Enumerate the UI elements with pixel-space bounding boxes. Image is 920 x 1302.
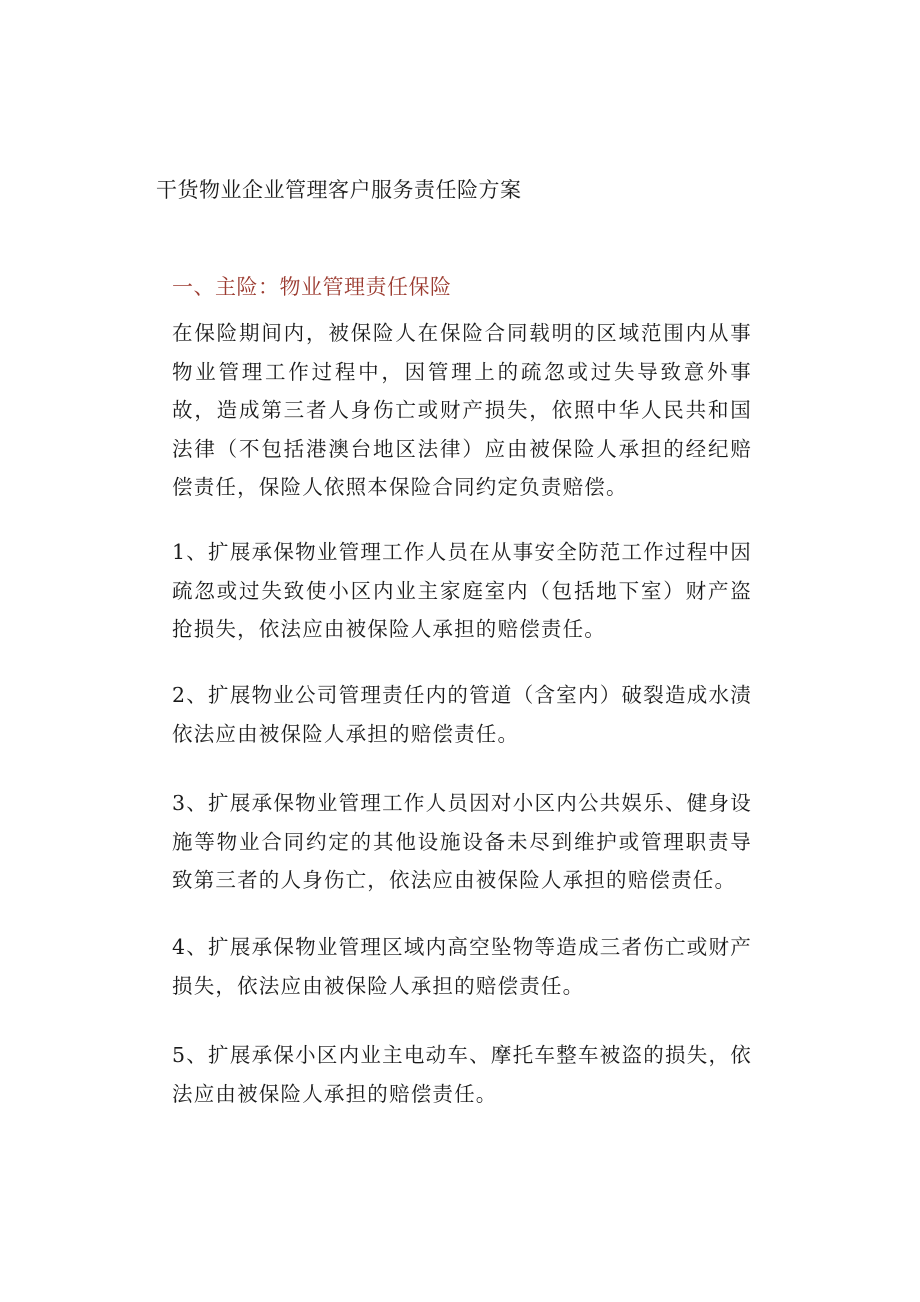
clause-paragraph-5: 5、扩展承保小区内业主电动车、摩托车整车被盗的损失，依法应由被保险人承担的赔偿责任。 <box>172 1043 752 1106</box>
section-intro-paragraph: 在保险期间内，被保险人在保险合同载明的区域范围内从事物业管理工作过程中，因管理上的疏忽或过失导致意外事故，造成第三者人身伤亡或财产损失，依照中华人民共和国法律（不包括港澳台地区法律）应由被保险人承担的经纪赔偿责任，保险人依照本保险合同约定负责赔偿。 <box>172 321 752 499</box>
document-title: 干货物业企业管理客户服务责任险方案 <box>156 178 522 202</box>
clause-paragraph-2: 2、扩展物业公司管理责任内的管道（含室内）破裂造成水渍依法应由被保险人承担的赔偿责任。 <box>172 683 752 746</box>
clause-paragraph-1: 1、扩展承保物业管理工作人员在从事安全防范工作过程中因疏忽或过失致使小区内业主家庭室内（包括地下室）财产盗抢损失，依法应由被保险人承担的赔偿责任。 <box>172 540 752 641</box>
clause-paragraph-3: 3、扩展承保物业管理工作人员因对小区内公共娱乐、健身设施等物业合同约定的其他设施设备未尽到维护或管理职责导致第三者的人身伤亡，依法应由被保险人承担的赔偿责任。 <box>172 791 752 892</box>
clause-paragraph-4: 4、扩展承保物业管理区域内高空坠物等造成三者伤亡或财产损失，依法应由被保险人承担的赔偿责任。 <box>172 935 752 998</box>
section-heading: 一、主险：物业管理责任保险 <box>172 275 452 299</box>
